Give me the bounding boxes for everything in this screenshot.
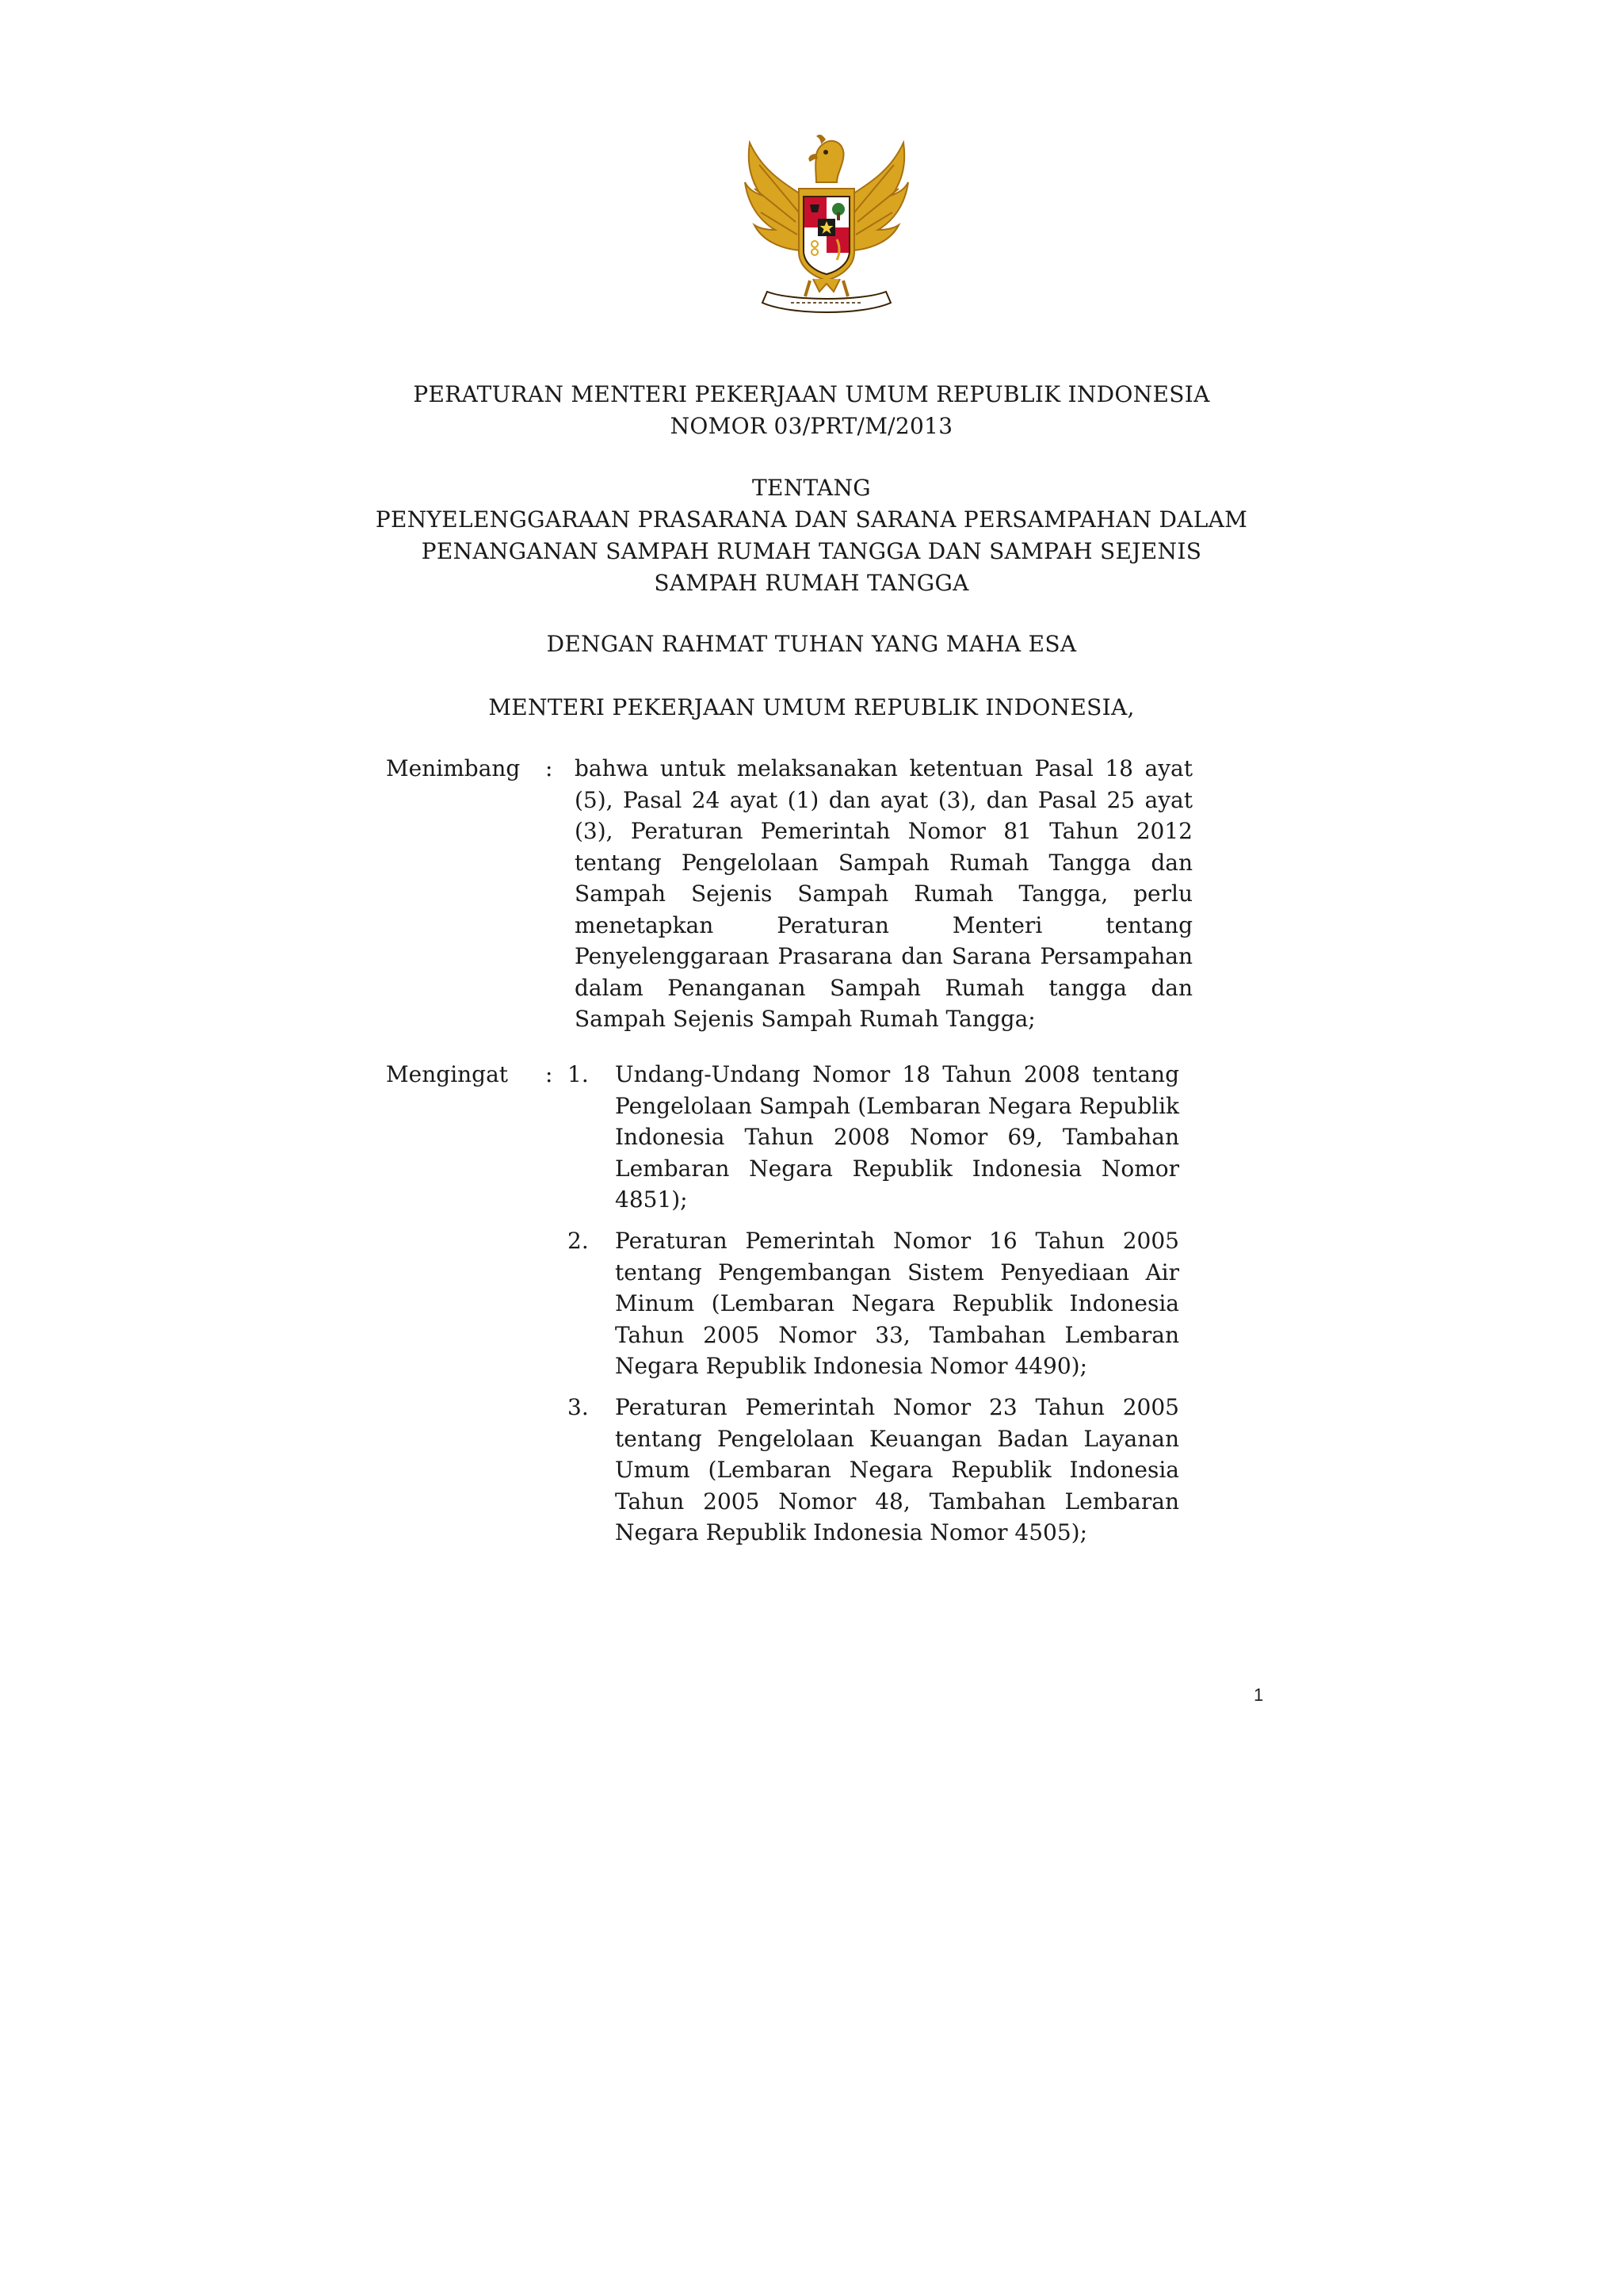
menimbang-colon: : — [545, 755, 553, 781]
menimbang-line: (5), Pasal 24 ayat (1) dan ayat (3), dan Pasal 25 ayat — [575, 786, 1193, 813]
mengingat-colon: : — [545, 1061, 553, 1087]
menimbang-line: Penyelenggaraan Prasarana dan Sarana Persampahan — [575, 943, 1193, 969]
mengingat-item-line: Peraturan Pemerintah Nomor 16 Tahun 2005 — [615, 1228, 1179, 1254]
mengingat-item-line: Undang-Undang Nomor 18 Tahun 2008 tentang — [615, 1061, 1179, 1087]
mengingat-item-line: Pengelolaan Sampah (Lembaran Negara Republik — [615, 1092, 1179, 1119]
menimbang-body — [575, 753, 1193, 1035]
mengingat-item-line: Tahun 2005 Nomor 33, Tambahan Lembaran — [615, 1321, 1179, 1348]
mengingat-item-line: Tahun 2005 Nomor 48, Tambahan Lembaran — [615, 1488, 1179, 1515]
regulation-subject — [317, 472, 1306, 599]
authority — [317, 692, 1306, 724]
mengingat-item-line: tentang Pengembangan Sistem Penyediaan Air — [615, 1259, 1179, 1286]
mengingat-item-line: Umum (Lembaran Negara Republik Indonesia — [615, 1457, 1179, 1483]
subject-line-1: PENYELENGGARAAN PRASARANA DAN SARANA PERSAMPAHAN DALAM — [375, 506, 1248, 533]
menimbang-line: Sampah Sejenis Sampah Rumah Tangga; — [575, 1006, 1036, 1032]
regulation-title-line-1: PERATURAN MENTERI PEKERJAAN UMUM REPUBLIK INDONESIA — [413, 381, 1210, 407]
mengingat-item-line: Negara Republik Indonesia Nomor 4505); — [615, 1519, 1088, 1545]
subject-line-3: SAMPAH RUMAH TANGGA — [654, 570, 969, 596]
menimbang-label: Menimbang — [386, 755, 521, 781]
menimbang-line: (3), Peraturan Pemerintah Nomor 81 Tahun 2012 — [575, 818, 1193, 844]
menimbang-line: Sampah Sejenis Sampah Rumah Tangga, perlu — [575, 881, 1193, 907]
garuda-emblem-icon — [743, 133, 910, 322]
mengingat-item-number: 1. — [567, 1061, 589, 1087]
mengingat-item-3 — [615, 1392, 1179, 1549]
menimbang-line: tentang Pengelolaan Sampah Rumah Tangga dan — [575, 849, 1193, 876]
invocation — [317, 628, 1306, 660]
mengingat-item-2 — [615, 1225, 1179, 1382]
page-number: 1 — [1254, 1685, 1264, 1705]
mengingat-item-line: 4851); — [615, 1186, 688, 1213]
subject-line-2: PENANGANAN SAMPAH RUMAH TANGGA DAN SAMPAH SEJENIS — [421, 538, 1202, 564]
subject-label: TENTANG — [752, 475, 871, 501]
authority-text: MENTERI PEKERJAAN UMUM REPUBLIK INDONESIA, — [488, 694, 1135, 720]
regulation-number: NOMOR 03/PRT/M/2013 — [670, 413, 953, 439]
mengingat-item-line: Negara Republik Indonesia Nomor 4490); — [615, 1353, 1088, 1379]
mengingat-item-line: Minum (Lembaran Negara Republik Indonesia — [615, 1290, 1179, 1316]
menimbang-line: menetapkan Peraturan Menteri tentang — [575, 911, 1193, 938]
regulation-title — [317, 379, 1306, 442]
mengingat-label: Mengingat — [386, 1061, 509, 1087]
mengingat-item-line: Peraturan Pemerintah Nomor 23 Tahun 2005 — [615, 1394, 1179, 1420]
mengingat-item-line: tentang Pengelolaan Keuangan Badan Layanan — [615, 1425, 1179, 1452]
mengingat-item-line: Indonesia Tahun 2008 Nomor 69, Tambahan — [615, 1124, 1179, 1150]
menimbang-line: dalam Penanganan Sampah Rumah tangga dan — [575, 974, 1193, 1001]
mengingat-item-line: Lembaran Negara Republik Indonesia Nomor — [615, 1155, 1179, 1182]
mengingat-item-number: 2. — [567, 1228, 589, 1254]
mengingat-item-1 — [615, 1059, 1179, 1216]
mengingat-item-number: 3. — [567, 1394, 589, 1420]
invocation-text: DENGAN RAHMAT TUHAN YANG MAHA ESA — [546, 631, 1077, 657]
menimbang-line: bahwa untuk melaksanakan ketentuan Pasal 18 ayat — [575, 755, 1193, 781]
